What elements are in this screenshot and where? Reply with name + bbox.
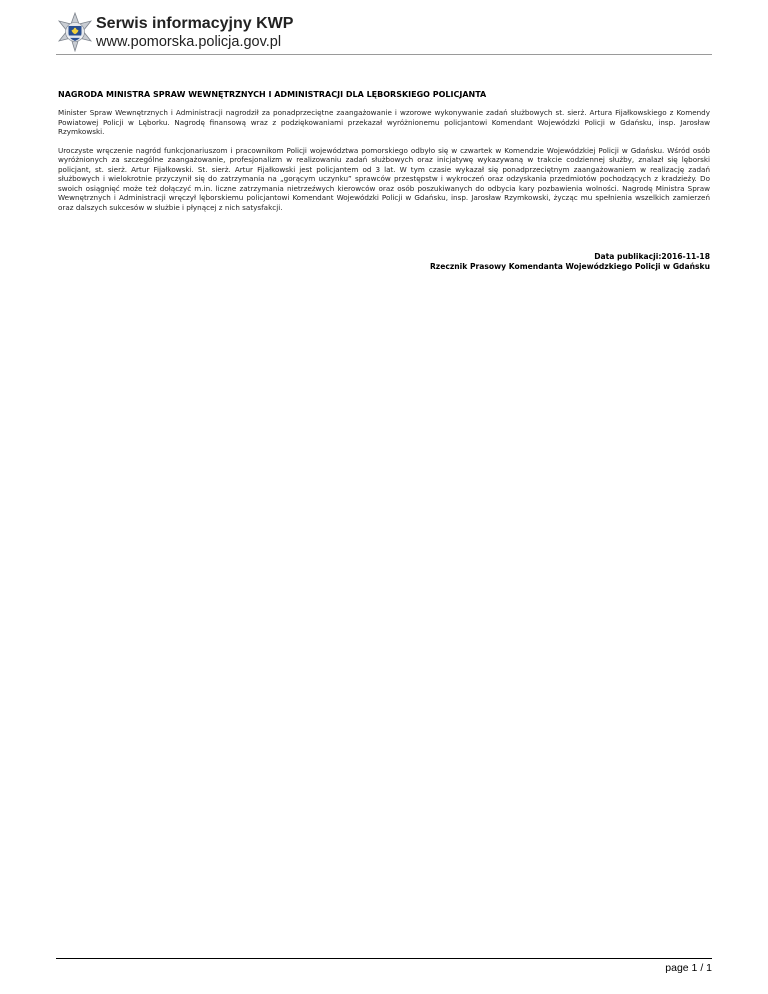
article-paragraph-2: Uroczyste wręczenie nagród funkcjonariuszom i pracownikom Policji województwa pomorskiego odbyło się w czwartek w Komendzie Wojewódzkiej Policji w Gdańsku. Wśród osób wyróżnionych za szczególne zaangażowanie, profesjonalizm w realizowaniu zadań służbowych oraz inicjatywę wykazywaną w trakcie codziennej służby, znalazł się lęborski policjant, st. sierż. Artur Fijałkowski. St. sierż. Artur Fijałkowski jest policjantem od 3 lat. W tym czasie wykazał się ponadprzeciętnym zaangażowaniem w realizację zadań służbowych i wielokrotnie przyczynił się do zatrzymania na „gorącym uczynku” sprawców przestępstw i wykroczeń oraz odzyskania przedmiotów pochodzących z kradzieży. Do swoich osiągnięć może też dołączyć m.in. liczne zatrzymania nietrzeźwych kierowców oraz osób poszukiwanych do odbycia kary pozbawienia wolności. Nagrodę Ministra Spraw Wewnętrznych i Administracji wręczył lęborskiemu policjantowi Komendant Wojewódzki Policji w Gdańsku, insp. Jarosław Rzymkowski, życząc mu spełnienia wszelkich zamierzeń oraz dalszych sukcesów w służbie i płynącej z nich satysfakcji. — [58, 145, 710, 212]
site-url[interactable]: www.pomorska.policja.gov.pl — [96, 34, 282, 50]
police-star-badge-icon — [56, 12, 94, 52]
footer-divider — [56, 958, 712, 959]
header-divider — [56, 54, 712, 55]
article-title: NAGRODA MINISTRA SPRAW WEWNĘTRZNYCH I ADMINISTRACJI DLA LĘBORSKIEGO POLICJANTA — [58, 90, 487, 99]
article-meta — [430, 252, 710, 272]
article-paragraph-1: Minister Spraw Wewnętrznych i Administracji nagrodził za ponadprzeciętne zaangażowanie i wzorowe wykonywanie zadań służbowych st. sierż. Artura Fijałkowskiego z Komendy Powiatowej Policji w Lęborku. Nagrodę finansową wraz z podziękowaniami przekazał wyróżnionemu policjantowi Komendant Wojewódzki Policji w Gdańsku, insp. Jarosław Rzymkowski. — [58, 108, 710, 136]
page-number: page 1 / 1 — [665, 962, 712, 974]
page-header — [56, 12, 712, 56]
article — [58, 90, 710, 221]
publication-date: Data publikacji:2016-11-18 — [594, 252, 710, 261]
author-line: Rzecznik Prasowy Komendanta Wojewódzkiego Policji w Gdańsku — [429, 262, 710, 271]
site-title: Serwis informacyjny KWP — [96, 15, 294, 32]
